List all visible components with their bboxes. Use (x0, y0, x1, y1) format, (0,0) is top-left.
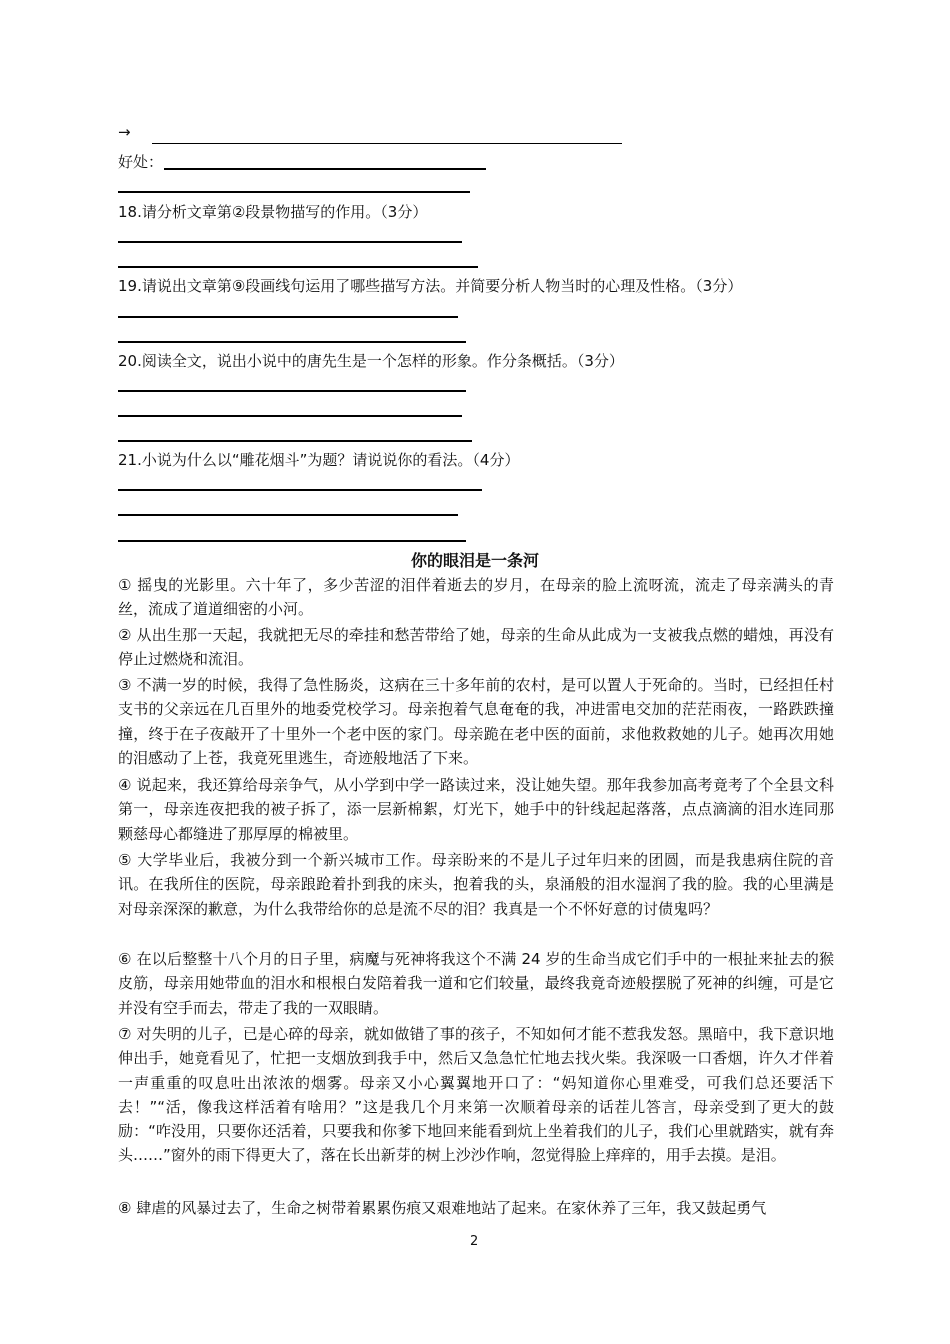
question-19: 19.请说出文章第⑨段画线句运用了哪些描写方法。并简要分析人物当时的心理及性格。（3分） (118, 277, 743, 295)
article-paragraph-3: ③ 不满一岁的时候，我得了急性肠炎，这病在三十多年前的农村，是可以置人于死命的。当时，已经担任村支书的父亲远在几百里外的地委党校学习。母亲抱着气息奄奄的我，冲进雷电交加的茫茫雨夜，一路跌跌撞撞，终于在子夜敲开了十里外一个老中医的家门。母亲跪在老中医的面前，求他救救她的儿子。她再次用她的泪感动了上苍，我竟死里逃生，奇迹般地活了下来。 (118, 676, 834, 767)
answer-line[interactable] (118, 514, 458, 516)
question-20: 20.阅读全文，说出小说中的唐先生是一个怎样的形象。作分条概括。（3分） (118, 352, 624, 370)
article-paragraph-8: ⑧ 肆虐的风暴过去了，生命之树带着累累伤痕又艰难地站了起来。在家休养了三年，我又鼓起勇气 (118, 1199, 767, 1217)
article-paragraph-5: ⑤ 大学毕业后，我被分到一个新兴城市工作。母亲盼来的不是儿子过年归来的团圆，而是我患病住院的音讯。在我所住的医院，母亲踉跄着扑到我的床头，抱着我的头，泉涌般的泪水湿润了我的脸。我的心里满是对母亲深深的歉意，为什么我带给你的总是流不尽的泪？我真是一个不怀好意的讨债鬼吗？ (118, 851, 834, 918)
question-21: 21.小说为什么以“雕花烟斗”为题？请说说你的看法。（4分） (118, 451, 520, 469)
article-paragraph-1: ① 摇曳的光影里。六十年了，多少苦涩的泪伴着逝去的岁月，在母亲的脸上流呀流，流走了母亲满头的青丝，流成了道道细密的小河。 (118, 576, 834, 619)
answer-line[interactable] (118, 540, 466, 542)
answer-line[interactable] (118, 266, 478, 268)
arrow-symbol: → (118, 123, 131, 141)
answer-line[interactable] (118, 440, 472, 442)
question-18: 18.请分析文章第②段景物描写的作用。（3分） (118, 203, 428, 221)
answer-line[interactable] (118, 489, 482, 491)
answer-line[interactable] (118, 191, 470, 193)
answer-line[interactable] (118, 316, 458, 318)
page-number: 2 (470, 1234, 479, 1249)
answer-line[interactable] (118, 415, 462, 417)
article-paragraph-4: ④ 说起来，我还算给母亲争气，从小学到中学一路读过来，没让她失望。那年我参加高考竟考了个全县文科第一，母亲连夜把我的被子拆了，添一层新棉絮，灯光下，她手中的针线起起落落，点点滴滴的泪水连同那颗慈母心都缝进了那厚厚的棉被里。 (118, 776, 834, 843)
article-title: 你的眼泪是一条河 (410, 551, 539, 570)
answer-line[interactable] (164, 168, 486, 170)
answer-line[interactable] (118, 390, 466, 392)
answer-line[interactable] (118, 341, 466, 343)
article-paragraph-6: ⑥ 在以后整整十八个月的日子里，病魔与死神将我这个不满 24 岁的生命当成它们手中的一根扯来扯去的猴皮筋，母亲用她带血的泪水和根根白发陪着我一道和它们较量，最终我竟奇迹般摆脱了死神的纠缠，可是它并没有空手而去，带走了我的一双眼睛。 (118, 950, 834, 1017)
article-paragraph-2: ② 从出生那一天起，我就把无尽的牵挂和愁苦带给了她，母亲的生命从此成为一支被我点燃的蜡烛，再没有停止过燃烧和流泪。 (118, 626, 834, 669)
answer-line[interactable] (152, 143, 622, 144)
article-paragraph-7: ⑦ 对失明的儿子，已是心碎的母亲，就如做错了事的孩子，不知如何才能不惹我发怒。黑暗中，我下意识地伸出手，她竟看见了，忙把一支烟放到我手中，然后又急急忙忙地去找火柴。我深吸一口香烟，许久才伴着一声重重的叹息吐出浓浓的烟雾。母亲又小心翼翼地开口了：“妈知道你心里难受，可我们总还要活下去！”“活，像我这样活着有啥用？”这是我几个月来第一次顺着母亲的话茬儿答言，母亲受到了更大的鼓励：“咋没用，只要你还活着，只要我和你爹下地回来能看到炕上坐着我们的儿子，我们心里就踏实，就有奔头……”窗外的雨下得更大了，落在长出新芽的树上沙沙作响，忽觉得脸上痒痒的，用手去摸。是泪。 (118, 1025, 834, 1165)
answer-line[interactable] (118, 241, 462, 243)
benefit-label: 好处： (118, 153, 164, 171)
